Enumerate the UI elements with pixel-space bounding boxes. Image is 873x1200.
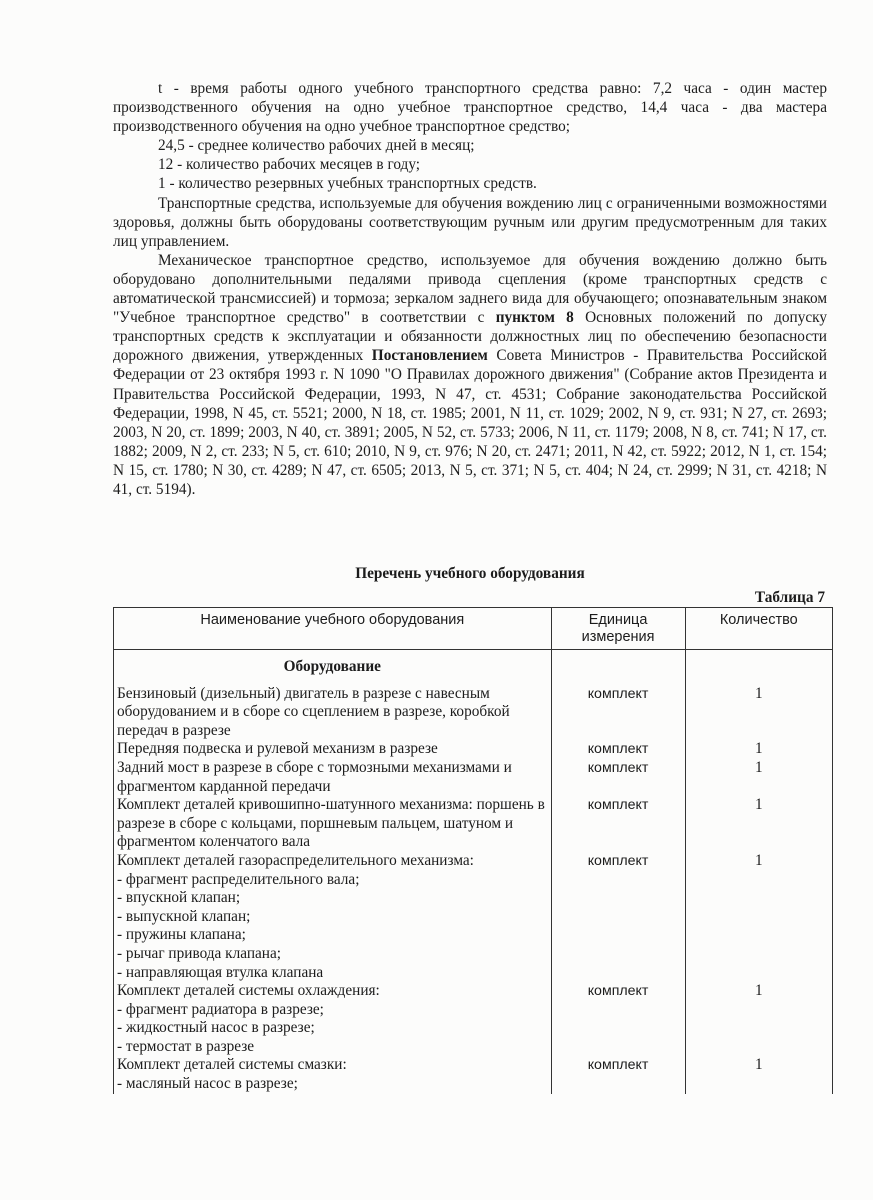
header-unit: Единица измерения bbox=[551, 608, 685, 650]
cell-qty: 1 bbox=[685, 740, 832, 759]
paragraph-disabled-drivers: Транспортные средства, используемые для обучения вождению лиц с ограниченными возможностями здоровья, должны быть оборудованы соответствующим ручным или другим предусмотренным для таких лиц управлением. bbox=[113, 194, 827, 250]
cell-unit: комплект bbox=[551, 1056, 685, 1093]
cell-name: Комплект деталей системы охлаждения: - фрагмент радиатора в разрезе; - жидкостный насос в разрезе; - термостат в разрезе bbox=[114, 982, 552, 1056]
header-name: Наименование учебного оборудования bbox=[114, 608, 552, 650]
equipment-table bbox=[113, 607, 833, 1094]
link-postanovlenie: Постановлением bbox=[371, 347, 488, 365]
cell-name: Комплект деталей кривошипно-шатунного механизма: поршень в разрезе в сборе с кольцами, поршневым пальцем, шатуном и фрагментом коленчатого вала bbox=[114, 796, 552, 852]
paragraph-months: 12 - количество рабочих месяцев в году; bbox=[158, 156, 421, 174]
paragraph-time: t - время работы одного учебного транспортного средства равно: 7,2 часа - один мастер производственного обучения на одно учебное транспортное средство, 14,4 часа - два мастера производственного обучения на одно учебное транспортное средство; bbox=[113, 80, 827, 136]
section-title: Перечень учебного оборудования bbox=[355, 565, 585, 582]
table-row bbox=[114, 982, 833, 1056]
table-label: Таблица 7 bbox=[754, 589, 825, 606]
cell-name: Бензиновый (дизельный) двигатель в разрезе с навесным оборудованием и в сборе со сцеплением в разрезе, коробкой передач в разрезе bbox=[114, 685, 552, 741]
cell-unit: комплект bbox=[551, 852, 685, 982]
header-qty: Количество bbox=[685, 608, 832, 650]
paragraph-days: 24,5 - среднее количество рабочих дней в месяц; bbox=[158, 137, 475, 155]
para-part-2: Основных положений по допуску транспортных средств к эксплуатации и обязанности должностных лиц по обеспечению безопасности дорожного движения, утвержденных bbox=[113, 309, 827, 365]
paragraph-vehicle-equipment bbox=[113, 251, 827, 499]
section-label: Оборудование bbox=[114, 650, 552, 685]
link-punkt-8: пунктом 8 bbox=[495, 309, 574, 327]
body-text bbox=[113, 79, 827, 499]
cell-name: Задний мост в разрезе в сборе с тормозными механизмами и фрагментом карданной передачи bbox=[114, 759, 552, 796]
cell-unit: комплект bbox=[551, 982, 685, 1056]
cell-unit: комплект bbox=[551, 685, 685, 741]
table-row bbox=[114, 1056, 833, 1093]
cell-qty: 1 bbox=[685, 759, 832, 796]
table-header-row bbox=[114, 608, 833, 650]
cell-unit: комплект bbox=[551, 796, 685, 852]
cell-qty: 1 bbox=[685, 982, 832, 1056]
para-part-1: Механическое транспортное средство, используемое для обучения вождению должно быть оборудовано дополнительными педалями привода сцепления (кроме транспортных средств с автоматической трансмиссией) и тормоза; зеркалом заднего вида для обучающего; опознавательным знаком "Учебное транспортное средство" в соответствии с bbox=[113, 251, 827, 327]
table-row bbox=[114, 685, 833, 741]
cell-qty: 1 bbox=[685, 685, 832, 741]
para-part-3: Совета Министров - Правительства Российской Федерации от 23 октября 1993 г. N 1090 "О Правилах дорожного движения" (Собрание актов Президента и Правительства Российской Федерации, 1993, N 47, ст. 4531; Собрание законодательства Российской Федерации, 1998, N 45, ст. 5521; 2000, N 18, ст. 1985; 2001, N 11, ст. 1029; 2002, N 9, ст. 931; N 27, ст. 2693; 2003, N 20, ст. 1899; 2003, N 40, ст. 3891; 2005, N 52, ст. 5733; 2006, N 11, ст. 1179; 2008, N 8, ст. 741; N 17, ст. 1882; 2009, N 2, ст. 233; N 5, ст. 610; 2010, N 9, ст. 976; N 20, ст. 2471; 2011, N 42, ст. 5922; 2012, N 1, ст. 154; N 15, ст. 1780; N 30, ст. 4289; N 47, ст. 6505; 2013, N 5, ст. 371; N 5, ст. 404; N 24, ст. 2999; N 31, ст. 4218; N 41, ст. 5194). bbox=[113, 347, 827, 498]
cell-qty: 1 bbox=[685, 796, 832, 852]
cell-unit: комплект bbox=[551, 759, 685, 796]
cell-qty: 1 bbox=[685, 852, 832, 982]
cell-name: Комплект деталей газораспределительного механизма: - фрагмент распределительного вала; - впускной клапан; - выпускной клапан; - пружины клапана; - рычаг привода клапана; - направляющая втулка клапана bbox=[114, 852, 552, 982]
table-row bbox=[114, 740, 833, 759]
section-row bbox=[114, 650, 833, 685]
cell-name: Комплект деталей системы смазки: - масляный насос в разрезе; bbox=[114, 1056, 552, 1093]
cell-qty: 1 bbox=[685, 1056, 832, 1093]
table-row bbox=[114, 759, 833, 796]
cell-unit: комплект bbox=[551, 740, 685, 759]
table-row bbox=[114, 852, 833, 982]
paragraph-reserve: 1 - количество резервных учебных транспортных средств. bbox=[158, 175, 537, 193]
table-row bbox=[114, 796, 833, 852]
cell-name: Передняя подвеска и рулевой механизм в разрезе bbox=[114, 740, 552, 759]
